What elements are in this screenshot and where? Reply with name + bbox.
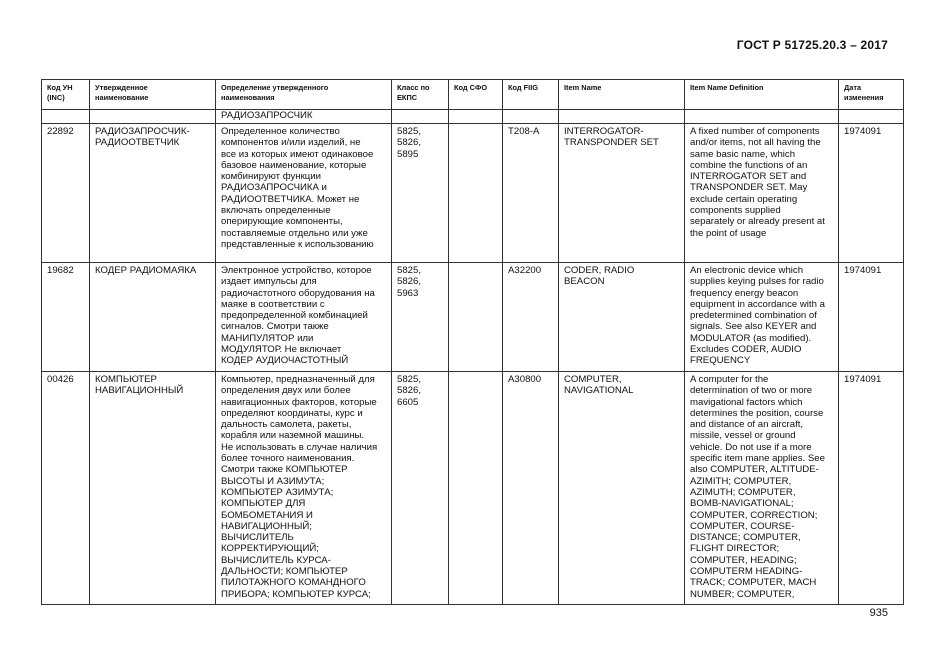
cell-date: 1974091	[839, 124, 904, 263]
table-cell	[685, 110, 839, 124]
table-row	[42, 372, 904, 605]
table-cell	[449, 110, 503, 124]
cell-class: 5825, 5826, 5963	[392, 263, 449, 372]
cell-fiig: A32200	[503, 263, 559, 372]
column-header-sfo: Код СФО	[449, 80, 503, 110]
cell-sfo	[449, 372, 503, 605]
column-header-approved-name: Утвержденное наименование	[90, 80, 216, 110]
table-row	[42, 124, 904, 263]
cell-fiig: A30800	[503, 372, 559, 605]
cell-inc: 19682	[42, 263, 90, 372]
continuation-row	[42, 110, 904, 124]
page-number: 935	[869, 607, 888, 619]
column-header-item-name: Item Name	[559, 80, 685, 110]
cell-sfo	[449, 124, 503, 263]
document-header: ГОСТ Р 51725.20.3 – 2017	[736, 38, 888, 52]
cell-item-definition: An electronic device which supplies keying pulses for radio frequency energy beacon equipment in accordance with a predetermined combination of signals. See also KEYER and MODULATOR (as modified). Excludes CODER, AUDIO FREQUENCY	[685, 263, 839, 372]
cell-inc: 00426	[42, 372, 90, 605]
table-cell	[90, 110, 216, 124]
column-header-item-definition: Item Name Definition	[685, 80, 839, 110]
table-cell	[559, 110, 685, 124]
cell-inc: 22892	[42, 124, 90, 263]
cell-date: 1974091	[839, 372, 904, 605]
column-header-fiig: Код FIIG	[503, 80, 559, 110]
cell-class: 5825, 5826, 5895	[392, 124, 449, 263]
cell-definition: Компьютер, предназначенный для определения двух или более навигационных факторов, которые определяют координаты, курс и дальность самолета, ракеты, корабля или наземной машины. Не использовать в случае наличия более точного наименования. Смотри также КОМПЬЮТЕР ВЫСОТЫ И АЗИМУТА; КОМПЬЮТЕР АЗИМУТА; КОМПЬЮТЕР ДЛЯ БОМБОМЕТАНИЯ И НАВИГАЦИОННЫЙ; ВЫЧИСЛИТЕЛЬ КОРРЕКТИРУЮЩИЙ; ВЫЧИСЛИТЕЛЬ КУРСА- ДАЛЬНОСТИ; КОМПЬЮТЕР ПИЛОТАЖНОГО КОМАНДНОГО ПРИБОРА; КОМПЬЮТЕР КУРСА;	[216, 372, 392, 605]
table-cell	[42, 110, 90, 124]
cell-item-name: COMPUTER, NAVIGATIONAL	[559, 372, 685, 605]
table-cell	[392, 110, 449, 124]
column-header-definition: Определение утвержденного наименования	[216, 80, 392, 110]
column-header-inc: Код УН (INC)	[42, 80, 90, 110]
cell-approved-name: КОДЕР РАДИОМАЯКА	[90, 263, 216, 372]
table-cell	[503, 110, 559, 124]
classification-table	[41, 79, 904, 605]
cell-item-name: CODER, RADIO BEACON	[559, 263, 685, 372]
cell-item-definition: A computer for the determination of two or more mavigational factors which determines the position, course and distance of an aircraft, missile, vessel or ground vehicle. Do not use if a more specific item mane applies. See also COMPUTER, ALTITUDE- AZIMITH; COMPUTER, AZIMUTH; COMPUTER, BOMB-NAVIGATIONAL; COMPUTER, CORRECTION; COMPUTER, COURSE- DISTANCE; COMPUTER, FLIGHT DIRECTOR; COMPUTER, HEADING; COMPUTERM HEADING- TRACK; COMPUTER, MACH NUMBER; COMPUTER,	[685, 372, 839, 605]
cell-approved-name: КОМПЬЮТЕР НАВИГАЦИОННЫЙ	[90, 372, 216, 605]
cell-definition: Электронное устройство, которое издает импульсы для радиочастотного оборудования на маяке в соответствии с предопределенной комбинацией сигналов. Смотри также МАНИПУЛЯТОР или МОДУЛЯТОР. Не включает КОДЕР АУДИОЧАСТОТНЫЙ	[216, 263, 392, 372]
cell-date: 1974091	[839, 263, 904, 372]
table-row	[42, 263, 904, 372]
cell-class: 5825, 5826, 6605	[392, 372, 449, 605]
table-header-row	[42, 80, 904, 110]
cell-fiig: T208-A	[503, 124, 559, 263]
table-cell: РАДИОЗАПРОСЧИК	[216, 110, 392, 124]
cell-item-definition: A fixed number of components and/or items, not all having the same basic name, which combine the functions of an INTERROGATOR SET and TRANSPONDER SET. May exclude certain operating components supplied separately or already present at the point of usage	[685, 124, 839, 263]
cell-definition: Определенное количество компонентов и/или изделий, не все из которых имеют одинаковое базовое наименование, которые комбинируют функции РАДИОЗАПРОСЧИКА и РАДИООТВЕТЧИКА. Может не включать определенные оперирующие компоненты, поставляемые отдельно или уже представленные к использованию	[216, 124, 392, 263]
column-header-date: Дата изменения	[839, 80, 904, 110]
table-cell	[839, 110, 904, 124]
cell-item-name: INTERROGATOR- TRANSPONDER SET	[559, 124, 685, 263]
cell-sfo	[449, 263, 503, 372]
column-header-class: Класс по ЕКПС	[392, 80, 449, 110]
cell-approved-name: РАДИОЗАПРОСЧИК- РАДИООТВЕТЧИК	[90, 124, 216, 263]
